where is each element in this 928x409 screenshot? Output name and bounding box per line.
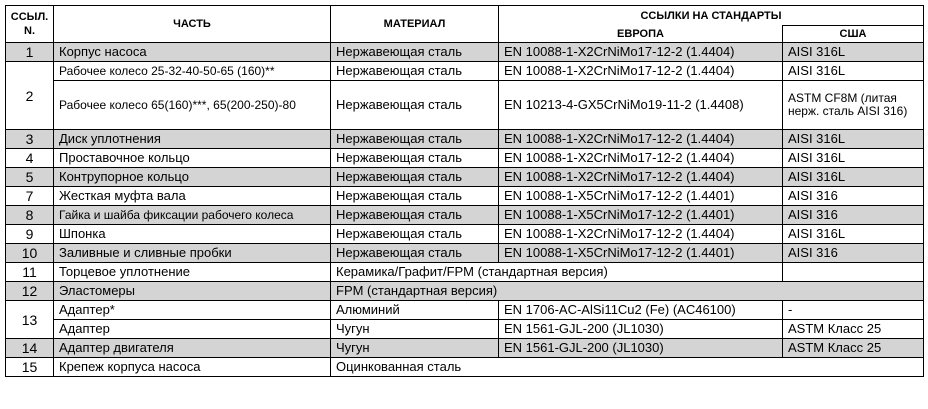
row-material: FPM (стандартная версия) [331,282,924,301]
materials-table [5,5,924,377]
row-part: Контрупорное кольцо [54,168,331,187]
row-part: Корпус насоса [54,43,331,62]
table-row [6,168,924,187]
row-usa-empty [783,263,924,282]
row-usa: AISI 316L [783,130,924,149]
row-europe: EN 1706-AC-AlSi11Cu2 (Fe) (AC46100) [499,301,783,320]
row-number: 10 [6,244,54,263]
row-usa: AISI 316L [783,225,924,244]
row-part: Адаптер двигателя [54,339,331,358]
row-part: Рабочее колесо 25-32-40-50-65 (160)** [54,62,331,81]
row-number: 7 [6,187,54,206]
row-number: 5 [6,168,54,187]
row-europe: EN 10088-1-X2CrNiMo17-12-2 (1.4404) [499,149,783,168]
row-europe: EN 10213-4-GX5CrNiMo19-11-2 (1.4408) [499,81,783,130]
row-part: Рабочее колесо 65(160)***, 65(200-250)-80 [54,81,331,130]
header-standards: ССЫЛКИ НА СТАНДАРТЫ [499,6,924,26]
table-row [6,320,924,339]
row-usa: ASTM CF8M (литая нерж. сталь AISI 316) [783,81,924,130]
row-usa: - [783,301,924,320]
row-number: 8 [6,206,54,225]
row-material: Нержавеющая сталь [331,130,499,149]
row-number: 15 [6,358,54,377]
row-material: Оцинкованная сталь [331,358,924,377]
row-material: Нержавеющая сталь [331,168,499,187]
row-number: 3 [6,130,54,149]
row-part: Диск уплотнения [54,130,331,149]
row-part: Эластомеры [54,282,331,301]
row-material: Нержавеющая сталь [331,43,499,62]
row-material: Нержавеющая сталь [331,62,499,81]
row-material: Нержавеющая сталь [331,187,499,206]
header-usa: США [783,26,924,43]
row-part: Адаптер* [54,301,331,320]
table-row [6,62,924,81]
row-europe: EN 10088-1-X2CrNiMo17-12-2 (1.4404) [499,130,783,149]
row-europe: EN 10088-1-X2CrNiMo17-12-2 (1.4404) [499,62,783,81]
row-number: 9 [6,225,54,244]
table-row [6,263,924,282]
row-part: Торцевое уплотнение [54,263,331,282]
row-usa: AISI 316 [783,187,924,206]
header-ref-line1: ССЫЛ. [10,11,49,23]
row-material: Нержавеющая сталь [331,81,499,130]
row-part: Проставочное кольцо [54,149,331,168]
table-row [6,187,924,206]
row-material: Алюминий [331,301,499,320]
table-row [6,244,924,263]
row-material: Чугун [331,320,499,339]
table-row [6,301,924,320]
row-number: 11 [6,263,54,282]
row-usa: AISI 316L [783,62,924,81]
row-material: Нержавеющая сталь [331,206,499,225]
row-material: Нержавеющая сталь [331,244,499,263]
header-row [6,6,924,26]
table-row [6,282,924,301]
row-usa: AISI 316 [783,244,924,263]
row-usa: ASTM Класс 25 [783,320,924,339]
table-row [6,81,924,130]
row-number: 1 [6,43,54,62]
header-part: ЧАСТЬ [54,6,331,43]
row-part: Шпонка [54,225,331,244]
row-europe: EN 1561-GJL-200 (JL1030) [499,339,783,358]
row-part: Заливные и сливные пробки [54,244,331,263]
header-ref-number [6,6,54,43]
table-row [6,43,924,62]
row-usa: ASTM Класс 25 [783,339,924,358]
row-material: Нержавеющая сталь [331,225,499,244]
materials-table-container [5,5,924,377]
row-usa: AISI 316L [783,168,924,187]
header-ref-line2: N. [24,25,35,37]
row-europe: EN 10088-1-X2CrNiMo17-12-2 (1.4404) [499,225,783,244]
row-europe: EN 10088-1-X5CrNiMo17-12-2 (1.4401) [499,244,783,263]
row-europe: EN 10088-1-X5CrNiMo17-12-2 (1.4401) [499,187,783,206]
header-europe: ЕВРОПА [499,26,783,43]
row-part: Жесткая муфта вала [54,187,331,206]
row-europe: EN 10088-1-X2CrNiMo17-12-2 (1.4404) [499,43,783,62]
row-number: 4 [6,149,54,168]
row-usa: AISI 316 [783,206,924,225]
table-row [6,358,924,377]
row-number: 14 [6,339,54,358]
row-part: Адаптер [54,320,331,339]
row-usa: AISI 316L [783,149,924,168]
row-number: 2 [6,62,54,130]
row-part: Крепеж корпуса насоса [54,358,331,377]
table-row [6,149,924,168]
row-material: Чугун [331,339,499,358]
row-part: Гайка и шайба фиксации рабочего колеса [54,206,331,225]
table-row [6,225,924,244]
row-number: 13 [6,301,54,339]
table-row [6,339,924,358]
row-usa: AISI 316L [783,43,924,62]
table-row [6,206,924,225]
row-europe: EN 1561-GJL-200 (JL1030) [499,320,783,339]
row-material: Нержавеющая сталь [331,149,499,168]
row-europe: EN 10088-1-X2CrNiMo17-12-2 (1.4404) [499,168,783,187]
row-europe: EN 10088-1-X5CrNiMo17-12-2 (1.4401) [499,206,783,225]
row-material: Керамика/Графит/FPM (стандартная версия) [331,263,783,282]
table-row [6,130,924,149]
row-number: 12 [6,282,54,301]
header-material: МАТЕРИАЛ [331,6,499,43]
